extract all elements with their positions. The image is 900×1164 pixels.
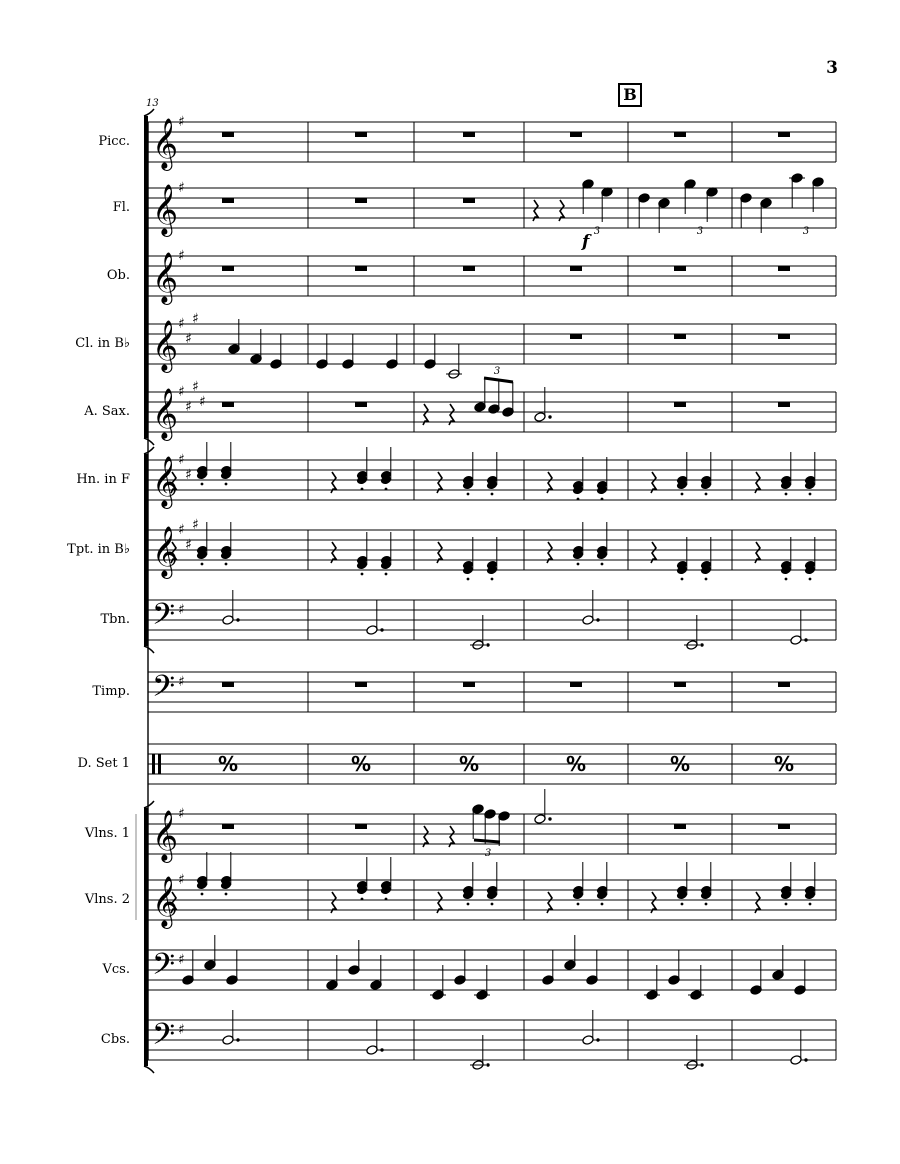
staccato <box>601 563 604 566</box>
instrument-label: Ob. <box>106 268 130 283</box>
staccato <box>577 563 580 566</box>
treble-clef: 𝄞 <box>152 118 179 169</box>
instrument-label: Picc. <box>98 134 130 149</box>
rehearsal-mark: B <box>618 83 642 107</box>
bass-clef: 𝄢 <box>152 1018 176 1059</box>
augmentation-dot <box>804 638 807 641</box>
measure-repeat: % <box>669 752 691 776</box>
augmentation-dot <box>486 643 489 646</box>
whole-rest <box>355 266 367 271</box>
measure-repeat: % <box>773 752 795 776</box>
augmentation-dot <box>380 628 383 631</box>
staccato <box>361 573 364 576</box>
whole-rest <box>570 682 582 687</box>
staccato <box>705 493 708 496</box>
sharp-key: ♯ <box>178 806 185 822</box>
instrument-label: Tpt. in B♭ <box>67 542 130 557</box>
instrument-label: Fl. <box>112 200 130 215</box>
instrument-label: Vlns. 2 <box>84 892 130 907</box>
whole-rest <box>222 266 234 271</box>
instrument-label: Vlns. 1 <box>84 826 130 841</box>
whole-rest <box>778 682 790 687</box>
staccato <box>577 498 580 501</box>
staccato <box>361 488 364 491</box>
staccato <box>681 493 684 496</box>
staccato <box>385 488 388 491</box>
staccato <box>361 898 364 901</box>
whole-rest <box>778 402 790 407</box>
treble-clef: 𝄞 <box>152 456 179 507</box>
sharp-key: ♯ <box>178 602 185 618</box>
treble-clef: 𝄞 <box>152 252 179 303</box>
whole-rest <box>463 266 475 271</box>
sharp-key: ♯ <box>178 114 185 130</box>
staccato <box>385 898 388 901</box>
sharp-key: ♯ <box>178 452 185 468</box>
tuplet-number: 3 <box>593 226 601 237</box>
staccato <box>225 483 228 486</box>
measure-repeat: % <box>458 752 480 776</box>
sharp-key: ♯ <box>192 517 199 533</box>
sharp-key: ♯ <box>192 311 199 327</box>
sharp-key: ♯ <box>178 522 185 538</box>
sharp-key: ♯ <box>178 384 185 400</box>
beam <box>474 840 500 842</box>
augmentation-dot <box>596 618 599 621</box>
staccato <box>809 578 812 581</box>
instrument-label: Vcs. <box>102 962 130 977</box>
bracket-hook <box>144 447 154 454</box>
whole-rest <box>463 198 475 203</box>
beam <box>484 378 513 382</box>
sharp-key: ♯ <box>185 331 192 347</box>
sharp-key: ♯ <box>178 872 185 888</box>
whole-rest <box>570 334 582 339</box>
augmentation-dot <box>700 1063 703 1066</box>
whole-rest <box>778 334 790 339</box>
tuplet-number: 3 <box>802 226 810 237</box>
sharp-key: ♯ <box>185 537 192 553</box>
measure-number: 13 <box>146 98 159 109</box>
staccato <box>201 893 204 896</box>
bracket-hook <box>144 1066 154 1073</box>
sharp-key: ♯ <box>178 1022 185 1038</box>
percussion-clef <box>158 754 161 774</box>
instrument-label: D. Set 1 <box>77 756 130 771</box>
bracket-hook <box>144 801 154 808</box>
staccato <box>681 578 684 581</box>
tuplet-number: 3 <box>696 226 704 237</box>
staccato <box>491 578 494 581</box>
measure-repeat: % <box>350 752 372 776</box>
instrument-label: Cl. in B♭ <box>75 336 130 351</box>
percussion-clef <box>152 754 155 774</box>
augmentation-dot <box>596 1038 599 1041</box>
staccato <box>491 903 494 906</box>
tuplet-number: 3 <box>493 366 501 377</box>
measure-repeat: % <box>217 752 239 776</box>
treble-clef: 𝄞 <box>152 876 179 927</box>
augmentation-dot <box>486 1063 489 1066</box>
staccato <box>225 563 228 566</box>
treble-clef: 𝄞 <box>152 810 179 861</box>
whole-rest <box>355 198 367 203</box>
treble-clef: 𝄞 <box>152 320 179 371</box>
sharp-key: ♯ <box>178 674 185 690</box>
treble-clef: 𝄞 <box>152 388 179 439</box>
staccato <box>577 903 580 906</box>
whole-rest <box>778 824 790 829</box>
instrument-label: A. Sax. <box>84 404 130 419</box>
dynamic-forte: f <box>582 232 590 252</box>
whole-rest <box>355 132 367 137</box>
whole-rest <box>570 132 582 137</box>
whole-rest <box>355 682 367 687</box>
staccato <box>681 903 684 906</box>
whole-rest <box>222 682 234 687</box>
staccato <box>785 903 788 906</box>
whole-rest <box>674 682 686 687</box>
sharp-key: ♯ <box>185 399 192 415</box>
sharp-key: ♯ <box>199 394 206 410</box>
sharp-key: ♯ <box>178 248 185 264</box>
sharp-key: ♯ <box>192 379 199 395</box>
whole-rest <box>674 266 686 271</box>
instrument-label: Timp. <box>92 684 130 699</box>
treble-clef: 𝄞 <box>152 526 179 577</box>
whole-rest <box>355 402 367 407</box>
whole-rest <box>222 402 234 407</box>
bracket-hook <box>144 646 154 653</box>
whole-rest <box>222 198 234 203</box>
bracket-hook <box>144 438 154 445</box>
augmentation-dot <box>380 1048 383 1051</box>
staccato <box>491 493 494 496</box>
whole-rest <box>674 824 686 829</box>
instrument-label: Tbn. <box>100 612 130 627</box>
whole-rest <box>570 266 582 271</box>
whole-rest <box>674 132 686 137</box>
staccato <box>467 578 470 581</box>
staccato <box>809 903 812 906</box>
augmentation-dot <box>548 415 551 418</box>
staccato <box>467 493 470 496</box>
staccato <box>601 498 604 501</box>
sharp-key: ♯ <box>178 316 185 332</box>
augmentation-dot <box>236 618 239 621</box>
whole-rest <box>355 824 367 829</box>
whole-rest <box>222 824 234 829</box>
treble-clef: 𝄞 <box>152 184 179 235</box>
tuplet-number: 3 <box>484 848 492 859</box>
augmentation-dot <box>236 1038 239 1041</box>
staccato <box>385 573 388 576</box>
staccato <box>785 493 788 496</box>
bass-clef: 𝄢 <box>152 670 176 711</box>
augmentation-dot <box>804 1058 807 1061</box>
bracket-hook <box>144 109 154 116</box>
instrument-label: Hn. in F <box>76 472 130 487</box>
staccato <box>809 493 812 496</box>
bass-clef: 𝄢 <box>152 948 176 989</box>
whole-rest <box>778 132 790 137</box>
staccato <box>785 578 788 581</box>
staccato <box>705 903 708 906</box>
page-number: 3 <box>826 58 838 78</box>
measure-repeat: % <box>565 752 587 776</box>
bass-clef: 𝄢 <box>152 598 176 639</box>
staccato <box>467 903 470 906</box>
whole-rest <box>463 132 475 137</box>
whole-rest <box>778 266 790 271</box>
sharp-key: ♯ <box>178 180 185 196</box>
sharp-key: ♯ <box>185 467 192 483</box>
augmentation-dot <box>700 643 703 646</box>
whole-rest <box>463 682 475 687</box>
augmentation-dot <box>548 817 551 820</box>
staccato <box>225 893 228 896</box>
sharp-key: ♯ <box>178 952 185 968</box>
whole-rest <box>222 132 234 137</box>
staccato <box>201 483 204 486</box>
staccato <box>201 563 204 566</box>
whole-rest <box>674 402 686 407</box>
staccato <box>601 903 604 906</box>
staccato <box>705 578 708 581</box>
instrument-label: Cbs. <box>100 1032 130 1047</box>
whole-rest <box>674 334 686 339</box>
